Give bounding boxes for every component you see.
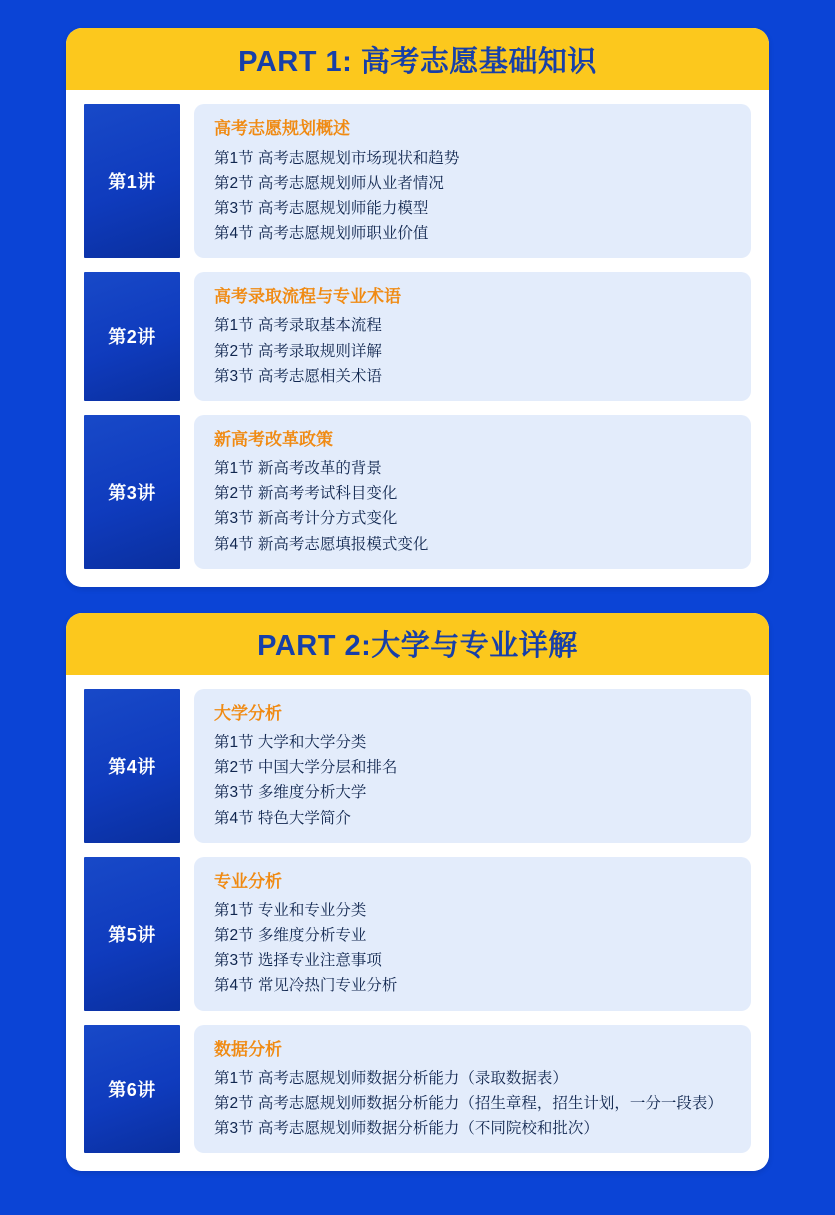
lesson-badge [84, 857, 180, 1011]
lesson-item: 第4节 高考志愿规划师职业价值 [214, 224, 429, 242]
part-title-2: PART 2:大学与专业详解 [257, 630, 578, 663]
lesson-badge-label: 第6讲 [108, 1079, 156, 1100]
lesson-content [194, 857, 751, 1011]
lesson-item: 第2节 高考志愿规划师数据分析能力（招生章程，招生计划，一分一段表） [214, 1095, 723, 1113]
lesson-row[interactable] [84, 857, 751, 1011]
part-card-2 [66, 613, 769, 1172]
lesson-item: 第2节 新高考考试科目变化 [214, 485, 398, 503]
lesson-badge [84, 415, 180, 569]
lesson-item: 第3节 多维度分析大学 [214, 784, 367, 802]
lesson-title: 大学分析 [214, 703, 282, 723]
lesson-content [194, 1025, 751, 1154]
part-body-2 [66, 675, 769, 1172]
lesson-content [194, 104, 751, 258]
lesson-item: 第3节 新高考计分方式变化 [214, 510, 398, 528]
part-card-1 [66, 28, 769, 587]
lesson-item: 第2节 中国大学分层和排名 [214, 759, 398, 777]
lesson-item: 第2节 高考录取规则详解 [214, 342, 382, 360]
lesson-badge-label: 第2讲 [108, 327, 156, 348]
lesson-item: 第4节 新高考志愿填报模式变化 [214, 535, 429, 553]
lesson-title: 数据分析 [214, 1039, 282, 1059]
lesson-row[interactable] [84, 689, 751, 843]
lesson-item: 第3节 高考志愿规划师数据分析能力（不同院校和批次） [214, 1120, 599, 1138]
lesson-row[interactable] [84, 415, 751, 569]
lesson-content [194, 689, 751, 843]
lesson-row[interactable] [84, 1025, 751, 1154]
lesson-badge [84, 272, 180, 401]
lesson-title: 高考录取流程与专业术语 [214, 286, 401, 306]
lesson-item: 第2节 高考志愿规划师从业者情况 [214, 174, 444, 192]
lesson-item: 第4节 常见冷热门专业分析 [214, 977, 398, 995]
lesson-content [194, 415, 751, 569]
lesson-title: 专业分析 [214, 871, 282, 891]
lesson-badge [84, 689, 180, 843]
lesson-item: 第3节 高考志愿规划师能力模型 [214, 199, 429, 217]
part-header-1 [66, 28, 769, 90]
lesson-title: 高考志愿规划概述 [214, 119, 350, 138]
lesson-item: 第3节 选择专业注意事项 [214, 952, 382, 970]
lesson-row[interactable] [84, 272, 751, 401]
lesson-item: 第1节 大学和大学分类 [214, 734, 367, 752]
part-body-1 [66, 90, 769, 587]
lesson-item: 第1节 高考志愿规划师数据分析能力（录取数据表） [214, 1070, 568, 1088]
lesson-content [194, 272, 751, 401]
lesson-badge-label: 第4讲 [108, 756, 156, 777]
lesson-item: 第1节 专业和专业分类 [214, 902, 367, 920]
lesson-row[interactable] [84, 104, 751, 258]
lesson-badge-label: 第5讲 [108, 924, 156, 945]
lesson-badge-label: 第3讲 [108, 482, 156, 503]
lesson-badge-label: 第1讲 [108, 171, 156, 192]
lesson-item: 第1节 高考志愿规划市场现状和趋势 [214, 149, 460, 167]
lesson-badge [84, 1025, 180, 1154]
lesson-item: 第3节 高考志愿相关术语 [214, 367, 382, 385]
lesson-item: 第1节 新高考改革的背景 [214, 460, 382, 478]
lesson-item: 第4节 特色大学简介 [214, 809, 351, 827]
lesson-badge [84, 104, 180, 258]
lesson-item: 第1节 高考录取基本流程 [214, 317, 382, 335]
part-title-1: PART 1: 高考志愿基础知识 [238, 45, 597, 78]
lesson-item: 第2节 多维度分析专业 [214, 927, 367, 945]
part-header-2 [66, 613, 769, 675]
lesson-title: 新高考改革政策 [214, 429, 333, 449]
